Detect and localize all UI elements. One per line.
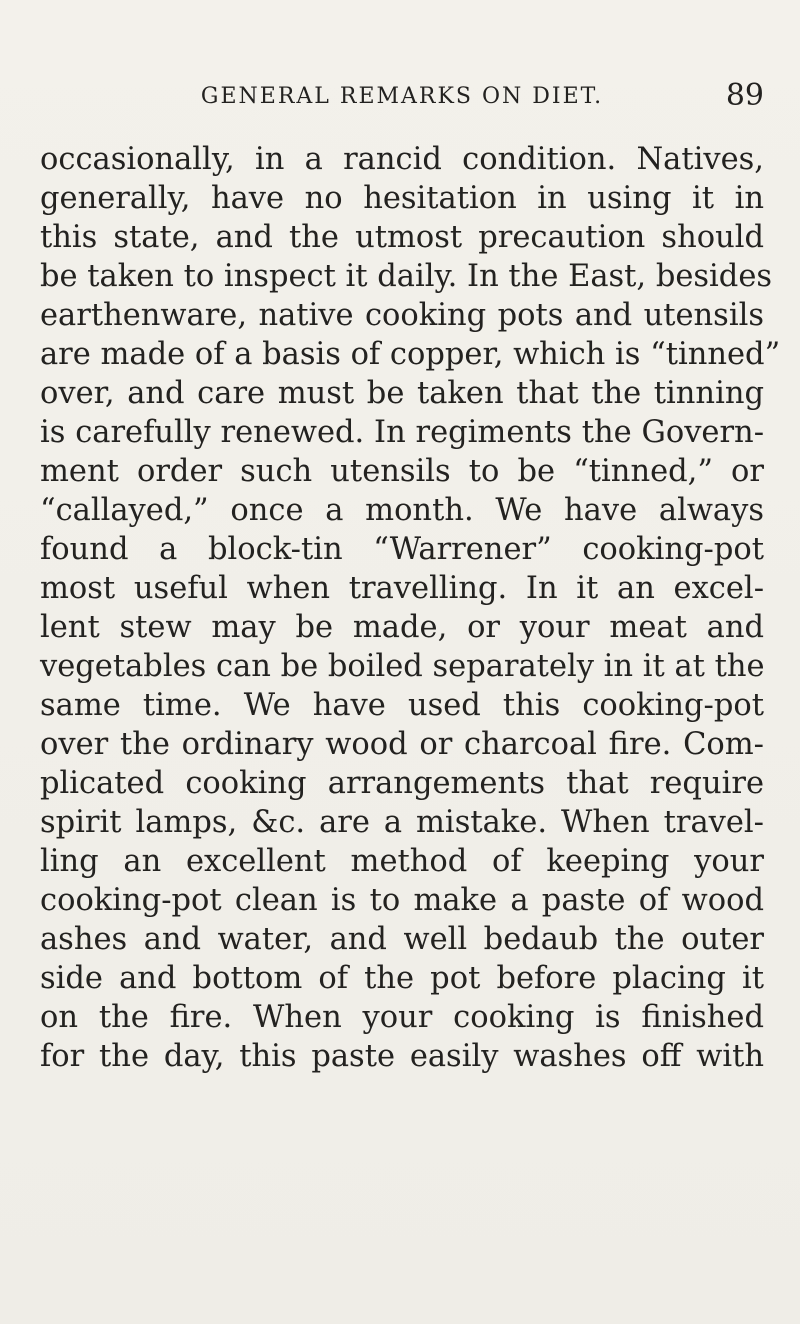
text-line: same time. We have used this cooking-pot <box>40 688 764 723</box>
text-line: this state, and the utmost precaution should <box>40 220 764 255</box>
text-line: ling an excellent method of keeping your <box>40 844 764 879</box>
body-text <box>40 140 781 1076</box>
text-line: “callayed,” once a month. We have always <box>40 493 764 528</box>
text-line: vegetables can be boiled separately in it at the <box>40 649 765 684</box>
running-head-title: GENERAL REMARKS ON DIET. <box>200 84 604 109</box>
text-line: over, and care must be taken that the tinning <box>40 376 764 411</box>
text-line: for the day, this paste easily washes off with <box>40 1039 764 1074</box>
text-line: generally, have no hesitation in using it in <box>40 181 764 216</box>
text-line: be taken to inspect it daily. In the East, besides <box>40 259 773 294</box>
page-number: 89 <box>725 78 764 113</box>
text-line: occasionally, in a rancid condition. Natives, <box>40 142 764 177</box>
text-line: lent stew may be made, or your meat and <box>40 610 764 645</box>
running-head <box>40 80 764 120</box>
text-line: over the ordinary wood or charcoal fire. Com- <box>40 727 764 762</box>
text-line: found a block-tin “Warrener” cooking-pot <box>40 532 764 567</box>
text-line: spirit lamps, &c. are a mistake. When travel- <box>40 805 764 840</box>
text-line: ashes and water, and well bedaub the outer <box>40 922 764 957</box>
text-line: are made of a basis of copper, which is “tinned” <box>40 337 781 372</box>
text-line: earthenware, native cooking pots and utensils <box>40 298 764 333</box>
text-line: most useful when travelling. In it an excel- <box>40 571 764 606</box>
text-line: on the fire. When your cooking is finished <box>40 1000 764 1035</box>
text-line: side and bottom of the pot before placing it <box>40 961 764 996</box>
text-line: ment order such utensils to be “tinned,” or <box>40 454 764 489</box>
text-line: is carefully renewed. In regiments the Govern- <box>40 415 764 450</box>
text-line: plicated cooking arrangements that require <box>40 766 764 801</box>
text-line: cooking-pot clean is to make a paste of wood <box>40 883 764 918</box>
